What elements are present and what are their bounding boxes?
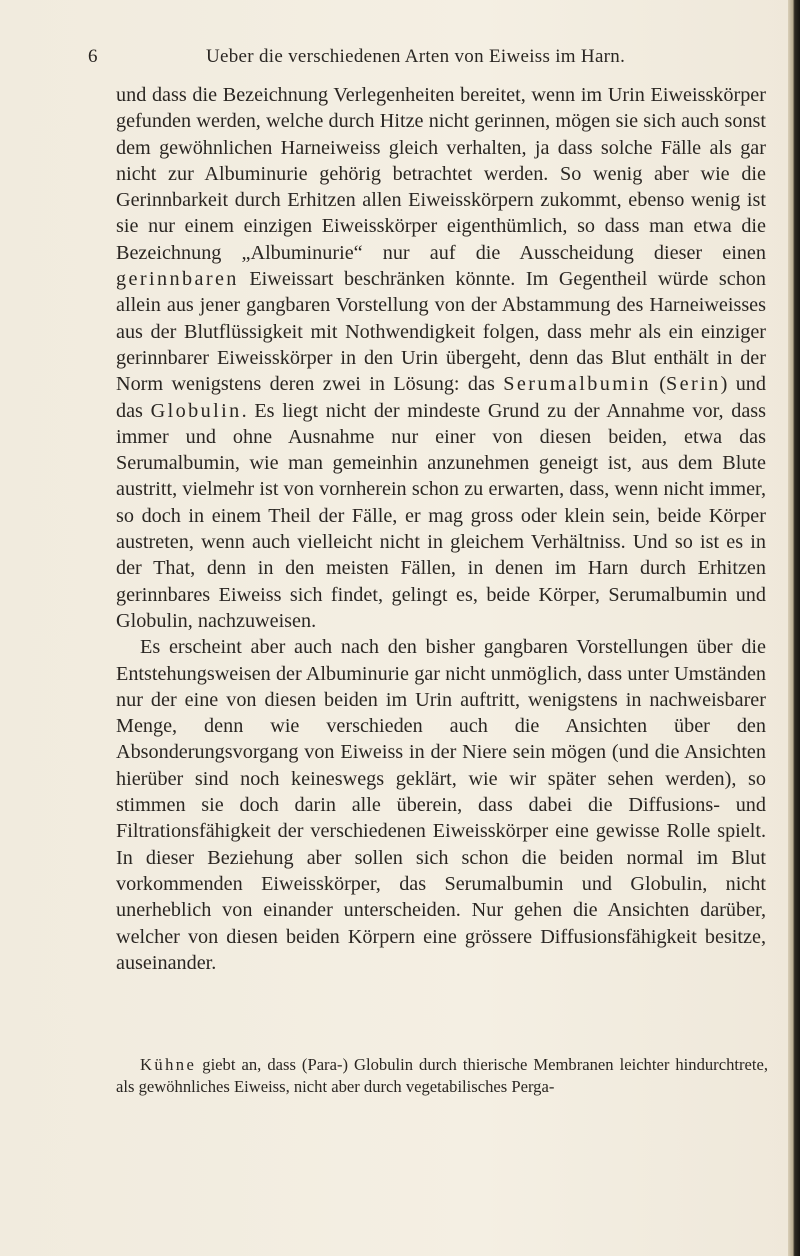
p1-emphasis-globulin: Globulin (150, 399, 242, 422)
p1-emphasis-serumalbumin: Serumalbumin (503, 373, 651, 396)
p1-emphasis-serin: Serin (665, 373, 721, 396)
p1-text-b: Eiweissart beschränken könnte. Im Gegentheil würde schon allein aus jener gangbaren Vorstellung von der Abstammung des Harneiweisses aus der Blutflüssigkeit mit Nothwendigkeit folgen, dass mehr als ein einziger gerinnbarer Eiweisskörper in den Urin übergeht, denn das Blut enthält in der Norm wenigstens deren zwei in Lösung: das (116, 268, 766, 396)
footnote-author: Kühne (140, 1055, 197, 1074)
paragraph-1 (116, 82, 766, 634)
footnote-text: giebt an, dass (Para-) Globulin durch thierische Membranen leichter hindurchtrete, als gewöhnliches Eiweiss, nicht aber durch vegetabilisches Perga- (116, 1055, 768, 1096)
footnote (116, 1054, 768, 1097)
running-head: Ueber die verschiedenen Arten von Eiweiss im Harn. (206, 46, 626, 67)
footnote-paragraph (116, 1054, 768, 1097)
page-number: 6 (88, 46, 98, 67)
p1-text-a: und dass die Bezeichnung Verlegenheiten bereitet, wenn im Urin Eiweisskörper gefunden werden, welche durch Hitze nicht gerinnen, mögen sie sich auch sonst dem gewöhnlichen Harneiweiss gleich verhalten, ja dass solche Fälle als gar nicht zur Albuminurie gehörig betrachtet werden. So wenig aber wie die Gerinnbarkeit durch Erhitzen allen Eiweisskörpern zukommt, ebenso wenig ist sie nur einem einzigen Eiweisskörper eigenthümlich, so dass man etwa die Bezeichnung „Albuminurie“ nur auf die Ausscheidung dieser einen (116, 84, 766, 264)
body-text (116, 82, 766, 976)
page-edge-shadow (788, 0, 800, 1256)
p1-text-c: ( (650, 373, 666, 396)
p1-text-d: ) und das (116, 373, 766, 422)
p1-emphasis-gerinnbaren: gerinnbaren (116, 268, 239, 291)
page-header (88, 44, 768, 70)
p1-text-e: . Es liegt nicht der mindeste Grund zu der Annahme vor, dass immer und ohne Ausnahme nur einer von diesen beiden, etwa das Serumalbumin, wie man gemeinhin anzunehmen geneigt ist, aus dem Blute austritt, vielmehr ist von vornherein schon zu erwarten, dass, wenn nicht immer, so doch in einem Theil der Fälle, er mag gross oder klein sein, beide Körper austreten, wenn auch vielleicht nicht in gleichem Verhältniss. Und so ist es in der That, denn in den meisten Fällen, in denen im Harn durch Erhitzen gerinnbares Eiweiss sich findet, gelingt es, beide Körper, Serumalbumin und Globulin, nachzuweisen. (116, 399, 766, 632)
paragraph-2: Es erscheint aber auch nach den bisher gangbaren Vorstellungen über die Entstehungsweisen der Albuminurie gar nicht unmöglich, dass unter Umständen nur der eine von diesen beiden im Urin auftritt, wenigstens in nachweisbarer Menge, denn wie verschieden auch die Ansichten über den Absonderungsvorgang von Eiweiss in der Niere sein mögen (und die Ansichten hierüber sind noch keineswegs geklärt, wie wir später sehen werden), so stimmen sie doch darin alle überein, dass dabei die Diffusions- und Filtrationsfähigkeit der verschiedenen Eiweisskörper eine gewisse Rolle spielt. In dieser Beziehung aber sollen sich schon die beiden normal im Blut vorkommenden Eiweisskörper, das Serumalbumin und Globulin, nicht unerheblich von einander unterscheiden. Nur gehen die Ansichten darüber, welcher von diesen beiden Körpern eine grössere Diffusionsfähigkeit besitze, auseinander. (116, 636, 766, 974)
